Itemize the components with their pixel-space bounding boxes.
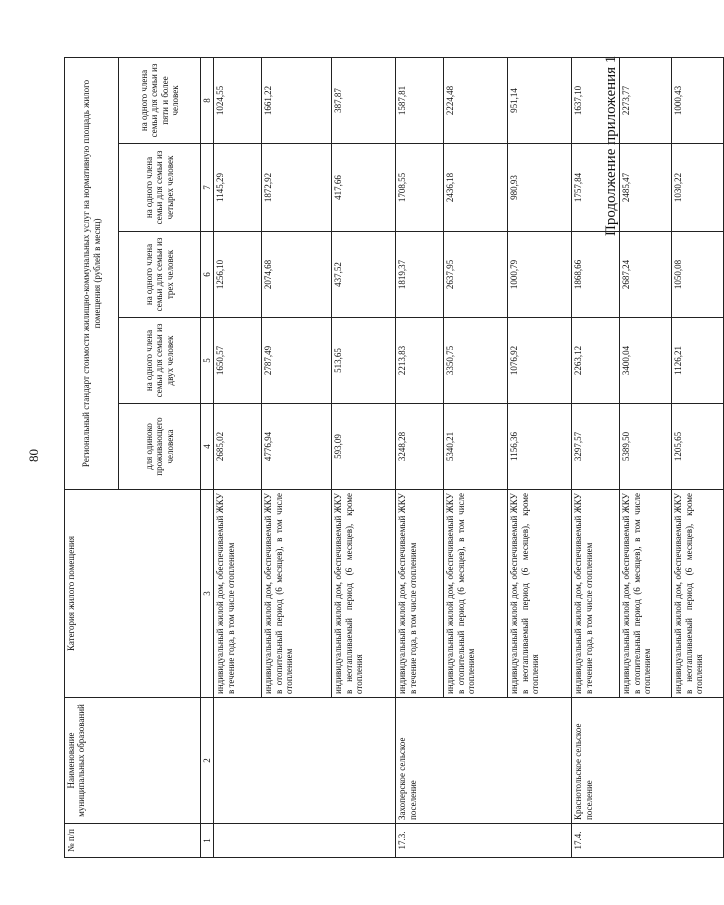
value-cell: 2485,47 <box>620 144 672 232</box>
value-cell: 513,65 <box>332 318 396 404</box>
value-cell: 2263,12 <box>572 318 620 404</box>
header-standard-title: Региональный стандарт стоимости жилищно-коммунальных услуг на нормативную площадь жилого помещения (рублей в месяц) <box>65 57 119 489</box>
header-num: № п/п <box>65 824 201 858</box>
municipality-name <box>214 698 396 824</box>
column-index: 1 <box>201 824 214 858</box>
value-cell: 417,66 <box>332 144 396 232</box>
table-row <box>396 57 444 857</box>
category-cell: индивидуальный жилой дом, обеспечиваемый ЖКУ в неотапливаемый период (6 месяцев), кроме отопления <box>332 490 396 698</box>
value-cell: 2637,95 <box>444 232 508 318</box>
category-cell: индивидуальный жилой дом, обеспечиваемый ЖКУ в отопительный период (6 месяцев), в том числе отоплением <box>444 490 508 698</box>
value-cell: 2436,18 <box>444 144 508 232</box>
header-sub-3: на одного члена семьи для семьи из трех человек <box>119 232 201 318</box>
value-cell: 593,09 <box>332 404 396 490</box>
value-cell: 3297,57 <box>572 404 620 490</box>
value-cell: 1030,22 <box>672 144 724 232</box>
value-cell: 3400,04 <box>620 318 672 404</box>
value-cell: 1650,57 <box>214 318 262 404</box>
value-cell: 1587,81 <box>396 57 444 143</box>
value-cell: 5389,50 <box>620 404 672 490</box>
header-sub-4: на одного члена семьи для семьи из четырех человек <box>119 144 201 232</box>
value-cell: 1819,37 <box>396 232 444 318</box>
value-cell: 2074,68 <box>262 232 332 318</box>
value-cell: 951,14 <box>508 57 572 143</box>
value-cell: 2685,02 <box>214 404 262 490</box>
continuation-label: Продолжение приложения 1 <box>603 55 619 236</box>
column-index: 5 <box>201 318 214 404</box>
value-cell: 1757,84 <box>572 144 620 232</box>
column-index: 4 <box>201 404 214 490</box>
category-cell: индивидуальный жилой дом, обеспечиваемый ЖКУ в отопительный период (6 месяцев), в том числе отоплением <box>620 490 672 698</box>
value-cell: 1024,55 <box>214 57 262 143</box>
category-cell: индивидуальный жилой дом, обеспечиваемый ЖКУ в течение года, в том числе отоплением <box>214 490 262 698</box>
value-cell: 2273,77 <box>620 57 672 143</box>
table-row <box>214 57 262 857</box>
value-cell: 1708,55 <box>396 144 444 232</box>
row-number: 17.3. <box>396 824 572 858</box>
row-number <box>214 824 396 858</box>
column-index: 2 <box>201 698 214 824</box>
value-cell: 4776,94 <box>262 404 332 490</box>
row-number: 17.4. <box>572 824 724 858</box>
value-cell: 5340,21 <box>444 404 508 490</box>
value-cell: 1637,10 <box>572 57 620 143</box>
value-cell: 387,87 <box>332 57 396 143</box>
category-cell: индивидуальный жилой дом, обеспечиваемый ЖКУ в неотапливаемый период (6 месяцев), кроме отопления <box>672 490 724 698</box>
value-cell: 1868,66 <box>572 232 620 318</box>
value-cell: 437,52 <box>332 232 396 318</box>
value-cell: 1205,65 <box>672 404 724 490</box>
value-cell: 2224,48 <box>444 57 508 143</box>
header-category: Категория жилого помещения <box>65 490 201 698</box>
value-cell: 1661,22 <box>262 57 332 143</box>
value-cell: 1000,43 <box>672 57 724 143</box>
value-cell: 1145,29 <box>214 144 262 232</box>
value-cell: 1872,92 <box>262 144 332 232</box>
standard-cost-table <box>64 57 724 858</box>
column-index: 8 <box>201 57 214 143</box>
municipality-name: Захоперское сельское поселение <box>396 698 572 824</box>
value-cell: 1076,92 <box>508 318 572 404</box>
value-cell: 2213,83 <box>396 318 444 404</box>
column-index: 7 <box>201 144 214 232</box>
value-cell: 2687,24 <box>620 232 672 318</box>
category-cell: индивидуальный жилой дом, обеспечиваемый ЖКУ в течение года, в том числе отоплением <box>396 490 444 698</box>
value-cell: 1000,79 <box>508 232 572 318</box>
header-sub-2: на одного члена семьи для семьи из двух человек <box>119 318 201 404</box>
table-row <box>572 57 620 857</box>
value-cell: 3350,75 <box>444 318 508 404</box>
category-cell: индивидуальный жилой дом, обеспечиваемый ЖКУ в отопительный период (6 месяцев), в том числе отоплением <box>262 490 332 698</box>
header-municipality: Наименование муниципальных образований <box>65 698 201 824</box>
column-index: 3 <box>201 490 214 698</box>
value-cell: 1050,08 <box>672 232 724 318</box>
value-cell: 1156,36 <box>508 404 572 490</box>
category-cell: индивидуальный жилой дом, обеспечиваемый ЖКУ в неотапливаемый период (6 месяцев), кроме отопления <box>508 490 572 698</box>
value-cell: 2787,49 <box>262 318 332 404</box>
header-sub-5: на одного члена семьи для семьи из пяти и более человек <box>119 57 201 143</box>
value-cell: 980,93 <box>508 144 572 232</box>
value-cell: 3248,28 <box>396 404 444 490</box>
category-cell: индивидуальный жилой дом, обеспечиваемый ЖКУ в течение года, в том числе отоплением <box>572 490 620 698</box>
value-cell: 1126,21 <box>672 318 724 404</box>
column-index: 6 <box>201 232 214 318</box>
header-sub-1: для одиноко проживающего человека <box>119 404 201 490</box>
page-number: 80 <box>26 449 41 462</box>
value-cell: 1256,10 <box>214 232 262 318</box>
municipality-name: Краснотольское сельское поселение <box>572 698 724 824</box>
